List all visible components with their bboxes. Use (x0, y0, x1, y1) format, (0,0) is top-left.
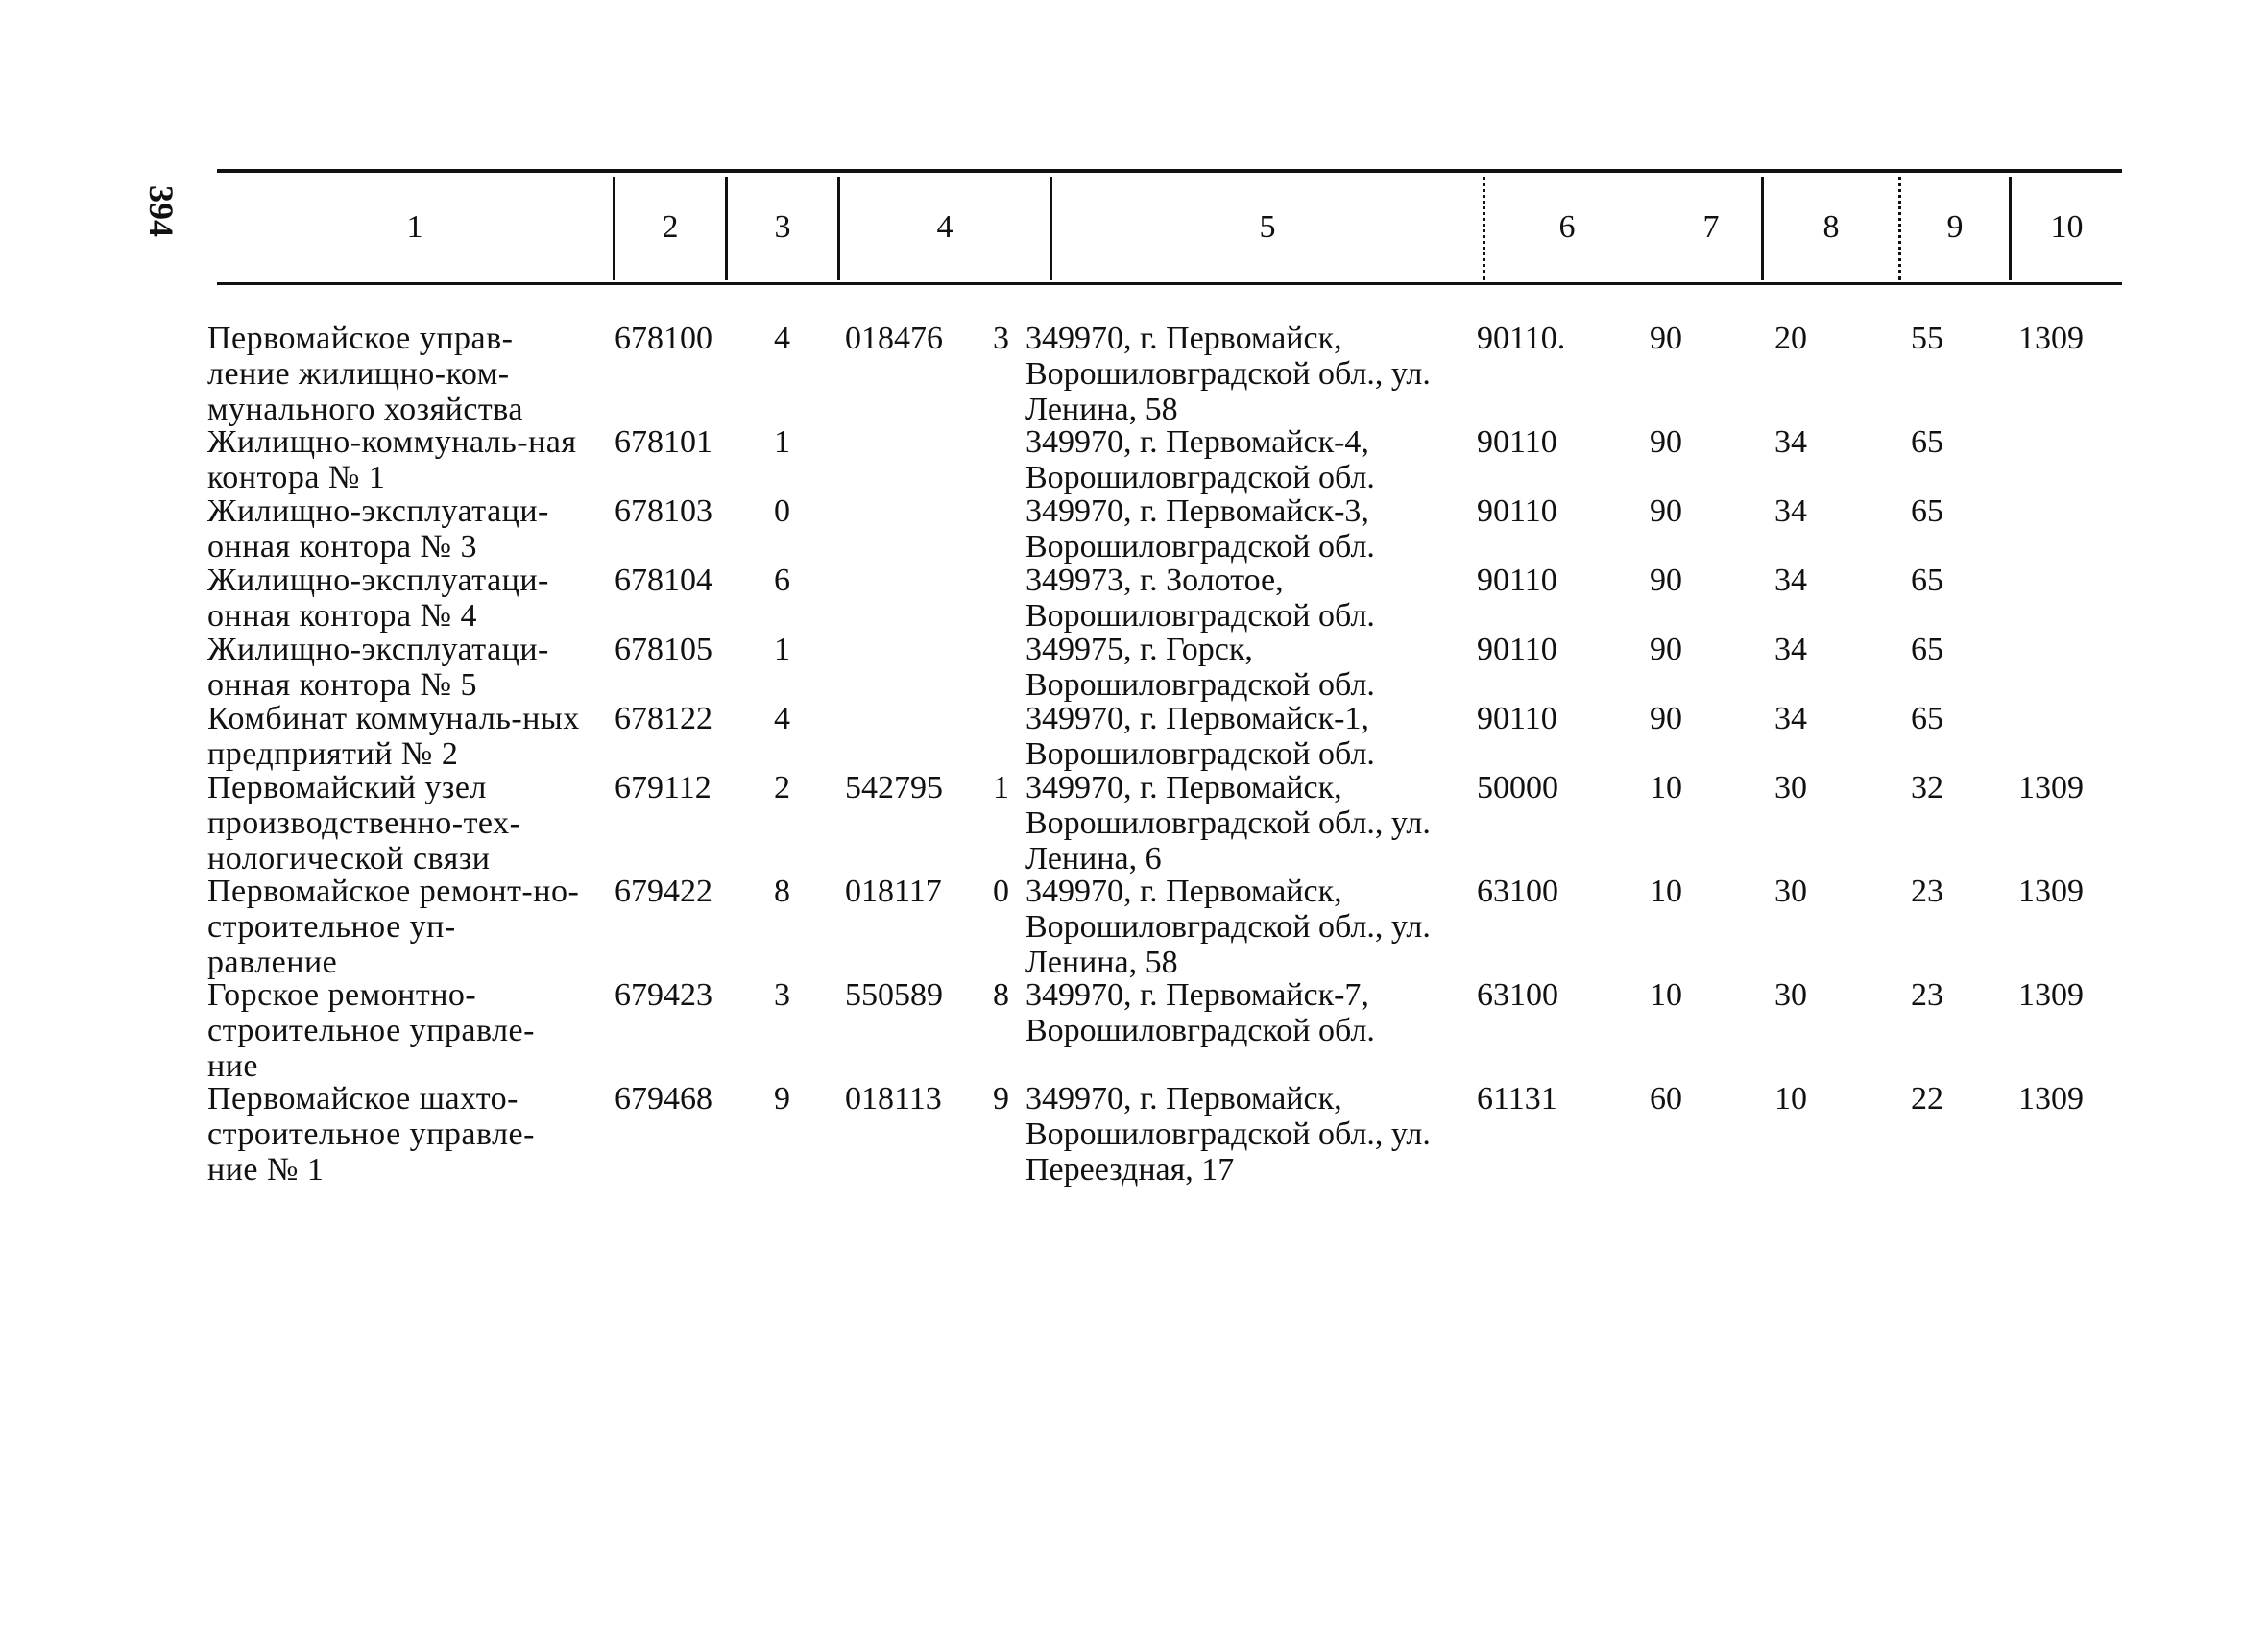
digit-col3: 2 (774, 770, 790, 805)
address: 349970, г. Первомайск, Ворошиловградской обл., ул. Ленина, 58 (1025, 321, 1431, 427)
org-name: Жилищно-эксплуатаци-онная контора № 4 (207, 563, 549, 634)
value-col10: 1309 (2018, 874, 2084, 909)
column-header-1: 1 (406, 209, 423, 245)
value-col9: 23 (1911, 874, 1943, 909)
value-col10: 1309 (2018, 1081, 2084, 1116)
value-col9: 32 (1911, 770, 1943, 805)
code-col2: 678100 (615, 321, 712, 356)
value-col7: 60 (1650, 1081, 1682, 1116)
digit-col3: 9 (774, 1081, 790, 1116)
org-name: Комбинат коммуналь-ных предприятий № 2 (207, 701, 580, 772)
value-col8: 34 (1774, 563, 1807, 598)
value-col6: 63100 (1477, 977, 1558, 1013)
org-name: Горское ремонтно-строительное управле-ние (207, 977, 535, 1084)
column-header-4: 4 (936, 209, 953, 245)
value-col8: 34 (1774, 493, 1807, 529)
code-col2: 678101 (615, 424, 712, 460)
value-col9: 65 (1911, 493, 1943, 529)
value-col6: 90110 (1477, 632, 1557, 667)
org-name: Первомайское шахто-строительное управле-ние № 1 (207, 1081, 535, 1188)
value-col6: 90110. (1477, 321, 1566, 356)
org-name: Первомайское ремонт-но-строительное уп-равление (207, 874, 580, 980)
value-col9: 65 (1911, 563, 1943, 598)
value-col6: 90110 (1477, 563, 1557, 598)
value-col7: 10 (1650, 770, 1682, 805)
code-col4: 018117 (845, 874, 942, 909)
value-col9: 55 (1911, 321, 1943, 356)
column-header-5: 5 (1259, 209, 1276, 245)
value-col8: 34 (1774, 701, 1807, 736)
digit-col3: 1 (774, 632, 790, 667)
value-col9: 65 (1911, 424, 1943, 460)
org-name: Жилищно-эксплуатаци-онная контора № 5 (207, 632, 549, 703)
digit-col4: 1 (993, 770, 1009, 805)
value-col7: 90 (1650, 424, 1682, 460)
code-col2: 679468 (615, 1081, 712, 1116)
value-col9: 23 (1911, 977, 1943, 1013)
digit-col3: 8 (774, 874, 790, 909)
address: 349970, г. Первомайск-1, Ворошиловградской обл. (1025, 701, 1375, 772)
address: 349970, г. Первомайск-4, Ворошиловградской обл. (1025, 424, 1375, 495)
value-col7: 90 (1650, 493, 1682, 529)
digit-col3: 1 (774, 424, 790, 460)
code-col2: 678122 (615, 701, 712, 736)
value-col9: 65 (1911, 701, 1943, 736)
value-col6: 63100 (1477, 874, 1558, 909)
digit-col3: 4 (774, 701, 790, 736)
digit-col4: 9 (993, 1081, 1009, 1116)
org-name: Жилищно-эксплуатаци-онная контора № 3 (207, 493, 549, 564)
table-header-rule (217, 282, 2122, 285)
digit-col4: 0 (993, 874, 1009, 909)
code-col2: 678103 (615, 493, 712, 529)
page-number: 394 (142, 185, 181, 237)
org-name: Первомайский узел производственно-тех-нологической связи (207, 770, 521, 876)
value-col6: 90110 (1477, 493, 1557, 529)
digit-col3: 4 (774, 321, 790, 356)
digit-col3: 0 (774, 493, 790, 529)
value-col10: 1309 (2018, 977, 2084, 1013)
address: 349970, г. Первомайск, Ворошиловградской обл., ул. Ленина, 6 (1025, 770, 1431, 876)
value-col9: 65 (1911, 632, 1943, 667)
code-col2: 679112 (615, 770, 712, 805)
code-col2: 678104 (615, 563, 712, 598)
code-col2: 678105 (615, 632, 712, 667)
value-col7: 90 (1650, 563, 1682, 598)
digit-col3: 6 (774, 563, 790, 598)
column-header-10: 10 (2050, 209, 2084, 245)
address: 349975, г. Горск, Ворошиловградской обл. (1025, 632, 1375, 703)
value-col7: 90 (1650, 321, 1682, 356)
value-col7: 90 (1650, 701, 1682, 736)
address: 349970, г. Первомайск-3, Ворошиловградской обл. (1025, 493, 1375, 564)
code-col4: 018476 (845, 321, 943, 356)
address: 349970, г. Первомайск, Ворошиловградской обл., ул. Переездная, 17 (1025, 1081, 1431, 1188)
value-col6: 50000 (1477, 770, 1558, 805)
value-col8: 30 (1774, 977, 1807, 1013)
code-col2: 679422 (615, 874, 712, 909)
code-col4: 542795 (845, 770, 943, 805)
value-col8: 34 (1774, 424, 1807, 460)
address: 349973, г. Золотое, Ворошиловградской обл. (1025, 563, 1375, 634)
value-col7: 10 (1650, 874, 1682, 909)
value-col8: 30 (1774, 874, 1807, 909)
value-col7: 90 (1650, 632, 1682, 667)
org-name: Первомайское управ-ление жилищно-ком-мунального хозяйства (207, 321, 523, 427)
address: 349970, г. Первомайск, Ворошиловградской обл., ул. Ленина, 58 (1025, 874, 1431, 980)
address: 349970, г. Первомайск-7, Ворошиловградской обл. (1025, 977, 1375, 1048)
value-col9: 22 (1911, 1081, 1943, 1116)
code-col4: 550589 (845, 977, 943, 1013)
value-col6: 61131 (1477, 1081, 1557, 1116)
digit-col3: 3 (774, 977, 790, 1013)
value-col8: 20 (1774, 321, 1807, 356)
column-header-3: 3 (774, 209, 791, 245)
column-header-8: 8 (1822, 209, 1840, 245)
column-header-6: 6 (1558, 209, 1576, 245)
code-col2: 679423 (615, 977, 712, 1013)
column-header-7: 7 (1702, 209, 1720, 245)
column-header-2: 2 (662, 209, 679, 245)
code-col4: 018113 (845, 1081, 942, 1116)
digit-col4: 8 (993, 977, 1009, 1013)
digit-col4: 3 (993, 321, 1009, 356)
value-col6: 90110 (1477, 701, 1557, 736)
value-col6: 90110 (1477, 424, 1557, 460)
value-col7: 10 (1650, 977, 1682, 1013)
value-col10: 1309 (2018, 321, 2084, 356)
value-col8: 34 (1774, 632, 1807, 667)
value-col10: 1309 (2018, 770, 2084, 805)
column-header-9: 9 (1946, 209, 1964, 245)
value-col8: 30 (1774, 770, 1807, 805)
org-name: Жилищно-коммуналь-ная контора № 1 (207, 424, 577, 495)
value-col8: 10 (1774, 1081, 1807, 1116)
